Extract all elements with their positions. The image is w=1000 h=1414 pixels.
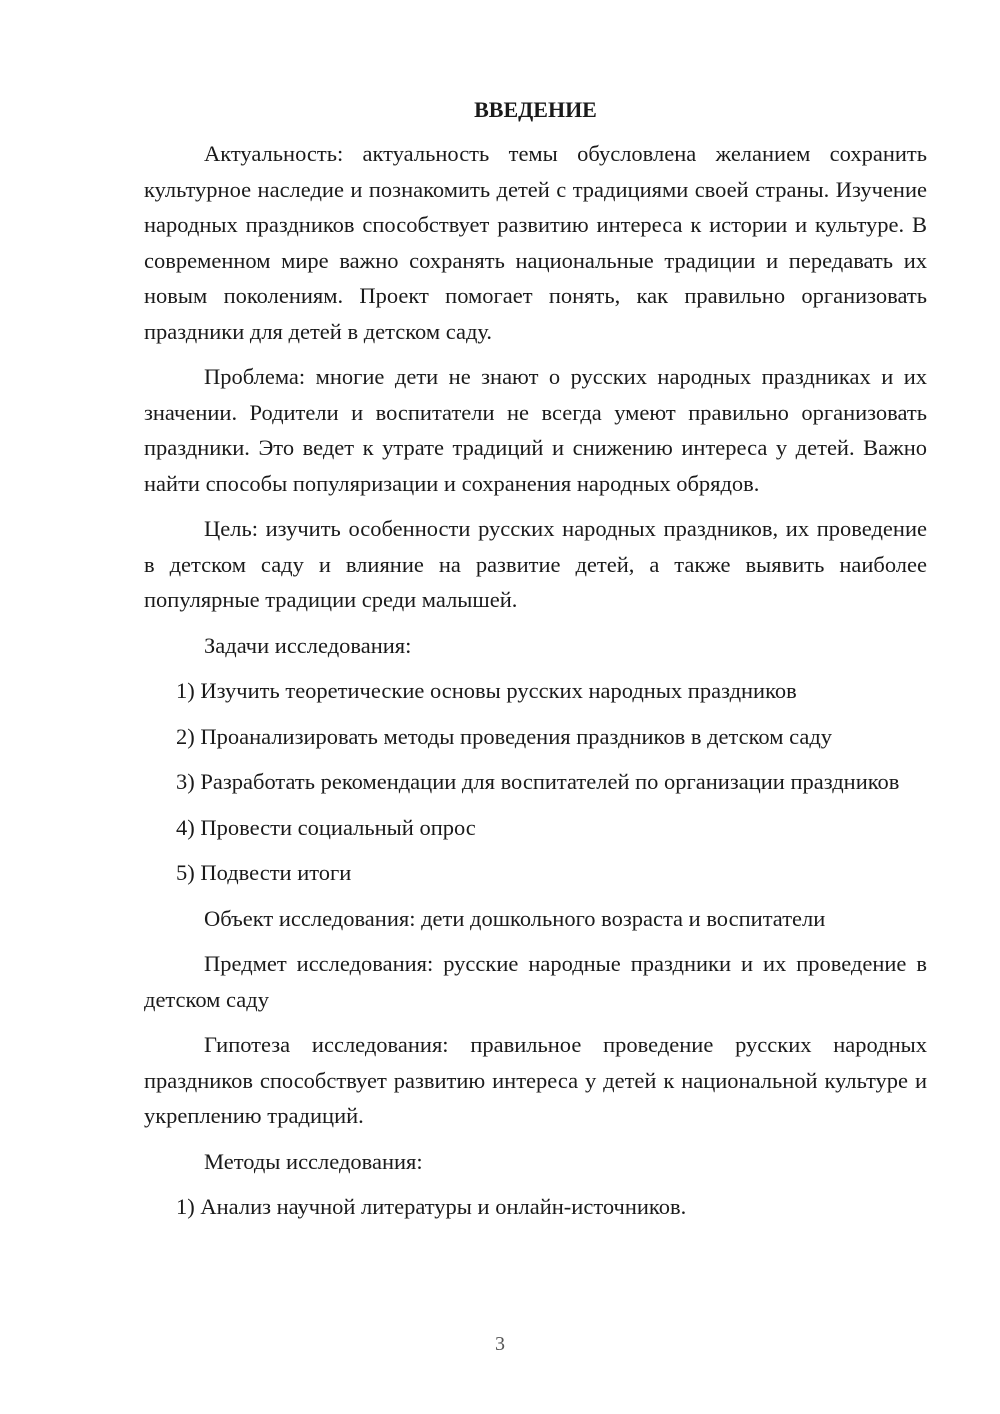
page-number: 3 [495,1333,505,1355]
goal-paragraph: Цель: изучить особенности русских народных праздников, их проведение в детском саду и влияние на развитие детей, а также выявить наиболее популярные традиции среди малышей. [144,516,927,612]
relevance-paragraph: Актуальность: актуальность темы обусловлена желанием сохранить культурное наследие и познакомить детей с традициями своей страны. Изучение народных праздников способствует развитию интереса к истории и культуре. В современном мире важно сохранять национальные традиции и передавать их новым поколениям. Проект помогает понять, как правильно организовать праздники для детей в детском саду. [144,141,927,344]
task-item-2: 2) Проанализировать методы проведения праздников в детском саду [176,723,833,749]
object-paragraph: Объект исследования: дети дошкольного возраста и воспитатели [204,905,826,931]
tasks-label: Задачи исследования: [204,632,412,658]
task-item-4: 4) Провести социальный опрос [176,814,476,840]
method-item-1: 1) Анализ научной литературы и онлайн-источников. [176,1194,687,1219]
task-item-3: 3) Разработать рекомендации для воспитателей по организации праздников [176,769,900,794]
subject-paragraph: Предмет исследования: русские народные праздники и их проведение в детском саду [144,951,927,1012]
problem-paragraph: Проблема: многие дети не знают о русских народных праздниках и их значении. Родители и воспитатели не всегда умеют правильно организовать праздники. Это ведет к утрате традиций и снижению интереса у детей. Важно найти способы популяризации и сохранения народных обрядов. [144,364,927,496]
task-item-1: 1) Изучить теоретические основы русских народных праздников [176,678,797,703]
page-title: ВВЕДЕНИЕ [474,97,597,122]
task-item-5: 5) Подвести итоги [176,860,352,885]
methods-label: Методы исследования: [204,1148,423,1174]
hypothesis-paragraph: Гипотеза исследования: правильное проведение русских народных праздников способствует развитию интереса у детей к национальной культуре и укреплению традиций. [144,1032,927,1128]
page-content [144,92,927,1235]
